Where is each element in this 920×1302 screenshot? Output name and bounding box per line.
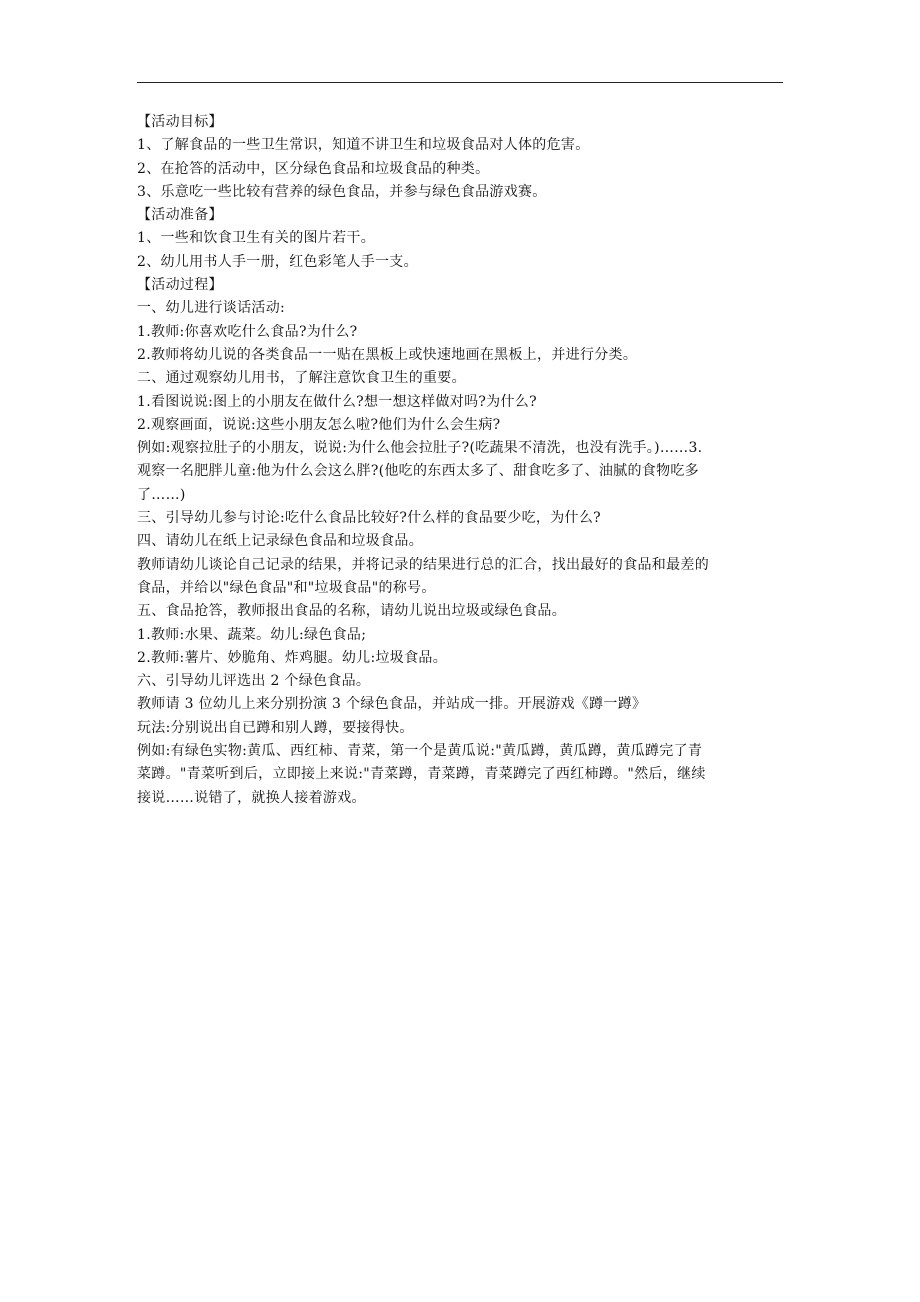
text-line: 【活动过程】 xyxy=(137,277,223,294)
text-line: 2.观察画面，说说:这些小朋友怎么啦?他们为什么会生病? xyxy=(137,416,501,433)
text-line: 菜蹲。"青菜听到后，立即接上来说:"青菜蹲，青菜蹲，青菜蹲完了西红柿蹲。"然后，继续 xyxy=(137,766,706,783)
text-line: 教师请 3 位幼儿上来分别扮演 3 个绿色食品，并站成一排。开展游戏《蹲一蹲》 xyxy=(137,696,647,713)
text-line: 2、幼儿用书人手一册，红色彩笔人手一支。 xyxy=(137,253,418,270)
document-body xyxy=(137,111,785,810)
text-line: 观察一名肥胖儿童:他为什么会这么胖?(他吃的东西太多了、甜食吃多了、油腻的食物吃多 xyxy=(137,463,699,480)
text-line: 一、幼儿进行谈话活动: xyxy=(137,300,286,317)
text-line: 六、引导幼儿评选出 2 个绿色食品。 xyxy=(137,673,371,690)
text-line: 例如:观察拉肚子的小朋友，说说:为什么他会拉肚子?(吃蔬果不清洗，也没有洗手。)……3. xyxy=(137,440,703,457)
text-line: 教师请幼儿谈论自己记录的结果，并将记录的结果进行总的汇合，找出最好的食品和最差的 xyxy=(137,556,709,573)
text-line: 1.教师:水果、蔬菜。幼儿:绿色食品; xyxy=(137,626,367,643)
text-line: 了……) xyxy=(137,486,186,503)
header-rule xyxy=(137,82,783,83)
text-line: 【活动准备】 xyxy=(137,207,223,224)
text-line: 3、乐意吃一些比较有营养的绿色食品，并参与绿色食品游戏赛。 xyxy=(137,183,547,200)
text-line: 【活动目标】 xyxy=(137,114,223,130)
text-line: 五、食品抢答，教师报出食品的名称，请幼儿说出垃圾或绿色食品。 xyxy=(137,603,566,620)
text-line: 2.教师:薯片、妙脆角、炸鸡腿。幼儿:垃圾食品。 xyxy=(137,649,447,666)
text-line: 二、通过观察幼儿用书，了解注意饮食卫生的重要。 xyxy=(137,370,466,387)
text-line: 玩法:分别说出自已蹲和别人蹲，要接得快。 xyxy=(137,719,414,736)
text-line: 1、了解食品的一些卫生常识，知道不讲卫生和垃圾食品对人体的危害。 xyxy=(137,137,590,154)
text-line: 接说……说错了，就换人接着游戏。 xyxy=(137,789,366,806)
text-line: 三、引导幼儿参与讨论:吃什么食品比较好?什么样的食品要少吃，为什么? xyxy=(137,510,601,527)
text-line: 2、在抢答的活动中，区分绿色食品和垃圾食品的种类。 xyxy=(137,160,490,177)
text-line: 1.看图说说:图上的小朋友在做什么?想一想这样做对吗?为什么? xyxy=(137,393,537,410)
text-line: 1.教师:你喜欢吃什么食品?为什么? xyxy=(137,323,358,340)
text-line: 1、一些和饮食卫生有关的图片若干。 xyxy=(137,230,376,247)
text-line: 2.教师将幼儿说的各类食品一一贴在黑板上或快速地画在黑板上，并进行分类。 xyxy=(137,346,638,363)
text-line: 四、请幼儿在纸上记录绿色食品和垃圾食品。 xyxy=(137,533,423,550)
text-line: 例如:有绿色实物:黄瓜、西红柿、青菜，第一个是黄瓜说:"黄瓜蹲，黄瓜蹲，黄瓜蹲完了青 xyxy=(137,743,703,760)
text-line: 食品，并给以"绿色食品"和"垃圾食品"的称号。 xyxy=(137,579,436,596)
